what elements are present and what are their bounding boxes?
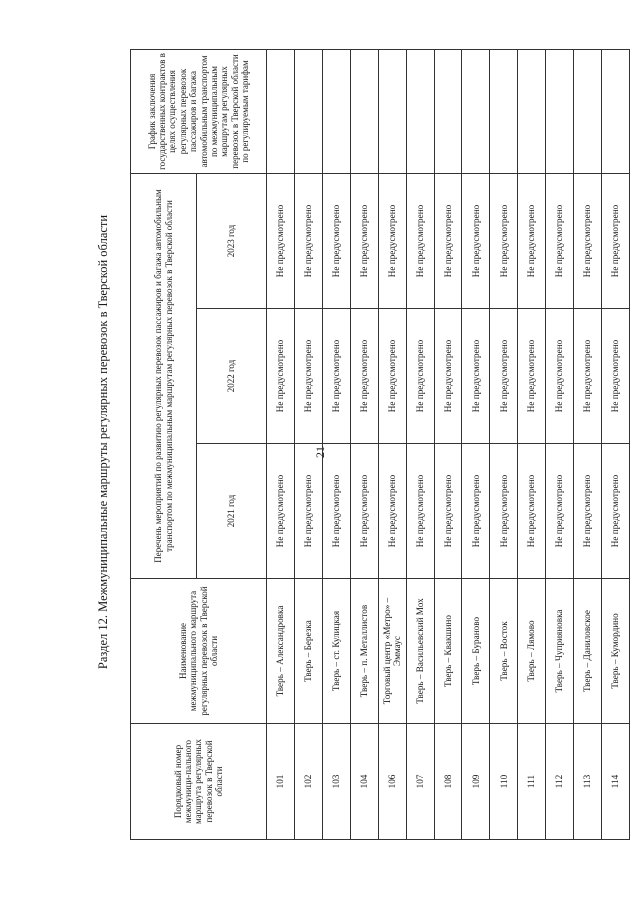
cell-number: 102: [294, 724, 322, 840]
table-row: [434, 50, 462, 840]
cell-2021: Не предусмотрено: [434, 444, 462, 579]
cell-number: 104: [350, 724, 378, 840]
cell-2023: Не предусмотрено: [546, 174, 574, 309]
table-row: [322, 50, 350, 840]
cell-schedule: [462, 50, 490, 174]
cell-schedule: [350, 50, 378, 174]
cell-number: 109: [462, 724, 490, 840]
header-number: Порядковый номер межмуници-пального маршрута регулярных перевозок в Тверской области: [131, 724, 267, 840]
cell-2022: Не предусмотрено: [546, 309, 574, 444]
header-schedule: График заключения государственных контрактов в целях осуществления регулярных перевозок пассажиров и багажа автомобильным транспортом по межмуниципальным маршрутам регулярных перевозок в Тверской области по регулируемым тарифам: [131, 50, 267, 174]
section-title: Раздел 12. Межмуниципальные маршруты регулярных перевозок в Тверской области: [96, 214, 110, 670]
cell-2023: Не предусмотрено: [518, 174, 546, 309]
cell-2022: Не предусмотрено: [322, 309, 350, 444]
cell-schedule: [267, 50, 295, 174]
cell-route-name: Тверь – Александровка: [267, 579, 295, 724]
cell-schedule: [434, 50, 462, 174]
header-year-2022: 2022 год: [197, 309, 267, 444]
cell-2021: Не предусмотрено: [322, 444, 350, 579]
cell-schedule: [294, 50, 322, 174]
cell-route-name: Тверь – п. Металлистов: [350, 579, 378, 724]
cell-2022: Не предусмотрено: [378, 309, 406, 444]
cell-2022: Не предусмотрено: [462, 309, 490, 444]
cell-2023: Не предусмотрено: [406, 174, 434, 309]
cell-2022: Не предусмотрено: [490, 309, 518, 444]
cell-2022: Не предусмотрено: [602, 309, 630, 444]
cell-2021: Не предусмотрено: [267, 444, 295, 579]
cell-number: 106: [378, 724, 406, 840]
cell-schedule: [406, 50, 434, 174]
page-number: 21: [313, 446, 327, 458]
cell-2023: Не предусмотрено: [602, 174, 630, 309]
cell-schedule: [546, 50, 574, 174]
cell-2022: Не предусмотрено: [350, 309, 378, 444]
header-year-2021: 2021 год: [197, 444, 267, 579]
cell-2022: Не предусмотрено: [406, 309, 434, 444]
cell-2023: Не предусмотрено: [294, 174, 322, 309]
cell-2023: Не предусмотрено: [434, 174, 462, 309]
cell-2023: Не предусмотрено: [574, 174, 602, 309]
cell-2021: Не предусмотрено: [294, 444, 322, 579]
cell-route-name: Тверь – Лямово: [518, 579, 546, 724]
cell-2023: Не предусмотрено: [322, 174, 350, 309]
table-row: [294, 50, 322, 840]
cell-route-name: Тверь – Васильевский Мох: [406, 579, 434, 724]
cell-number: 103: [322, 724, 350, 840]
cell-2021: Не предусмотрено: [350, 444, 378, 579]
cell-route-name: Тверь – Березка: [294, 579, 322, 724]
cell-route-name: Тверь – Восток: [490, 579, 518, 724]
cell-schedule: [574, 50, 602, 174]
cell-2021: Не предусмотрено: [518, 444, 546, 579]
table-row: [574, 50, 602, 840]
cell-number: 113: [574, 724, 602, 840]
cell-2023: Не предусмотрено: [378, 174, 406, 309]
cell-number: 110: [490, 724, 518, 840]
cell-2021: Не предусмотрено: [462, 444, 490, 579]
cell-number: 101: [267, 724, 295, 840]
routes-table: [130, 49, 630, 840]
table-row: [406, 50, 434, 840]
cell-2021: Не предусмотрено: [406, 444, 434, 579]
cell-route-name: Тверь – Даниловское: [574, 579, 602, 724]
cell-number: 114: [602, 724, 630, 840]
cell-2023: Не предусмотрено: [267, 174, 295, 309]
cell-2022: Не предусмотрено: [434, 309, 462, 444]
rotated-table-wrapper: [130, 50, 630, 840]
cell-2021: Не предусмотрено: [602, 444, 630, 579]
cell-number: 108: [434, 724, 462, 840]
cell-2023: Не предусмотрено: [462, 174, 490, 309]
cell-2023: Не предусмотрено: [350, 174, 378, 309]
cell-2023: Не предусмотрено: [490, 174, 518, 309]
cell-schedule: [518, 50, 546, 174]
cell-2021: Не предусмотрено: [546, 444, 574, 579]
table-row: [546, 50, 574, 840]
cell-route-name: Тверь – Кумордино: [602, 579, 630, 724]
cell-route-name: Тверь – ст. Кулицкая: [322, 579, 350, 724]
cell-schedule: [322, 50, 350, 174]
cell-route-name: Тверь – Чуприяновка: [546, 579, 574, 724]
cell-2021: Не предусмотрено: [378, 444, 406, 579]
cell-2022: Не предусмотрено: [574, 309, 602, 444]
table-row: [518, 50, 546, 840]
table-row: [350, 50, 378, 840]
cell-2022: Не предусмотрено: [294, 309, 322, 444]
cell-number: 112: [546, 724, 574, 840]
table-row: [267, 50, 295, 840]
cell-2022: Не предусмотрено: [267, 309, 295, 444]
table-row: [490, 50, 518, 840]
cell-2021: Не предусмотрено: [490, 444, 518, 579]
cell-2022: Не предусмотрено: [518, 309, 546, 444]
header-name: Наименование межмуниципального маршрута регулярных перевозок в Тверской области: [131, 579, 267, 724]
cell-2021: Не предусмотрено: [574, 444, 602, 579]
table-row: [378, 50, 406, 840]
cell-number: 111: [518, 724, 546, 840]
table-row: [462, 50, 490, 840]
cell-schedule: [602, 50, 630, 174]
cell-schedule: [378, 50, 406, 174]
header-measures: Перечень мероприятий по развитию регулярных перевозок пассажиров и багажа автомобильным транспортом по межмуниципальным маршрутам регулярных перевозок в Тверской области: [131, 174, 197, 579]
header-year-2023: 2023 год: [197, 174, 267, 309]
table-row: [602, 50, 630, 840]
cell-schedule: [490, 50, 518, 174]
cell-route-name: Торговый центр «Метро» – Эммаус: [378, 579, 406, 724]
cell-route-name: Тверь – Бураново: [462, 579, 490, 724]
cell-number: 107: [406, 724, 434, 840]
cell-route-name: Тверь – Квакшино: [434, 579, 462, 724]
